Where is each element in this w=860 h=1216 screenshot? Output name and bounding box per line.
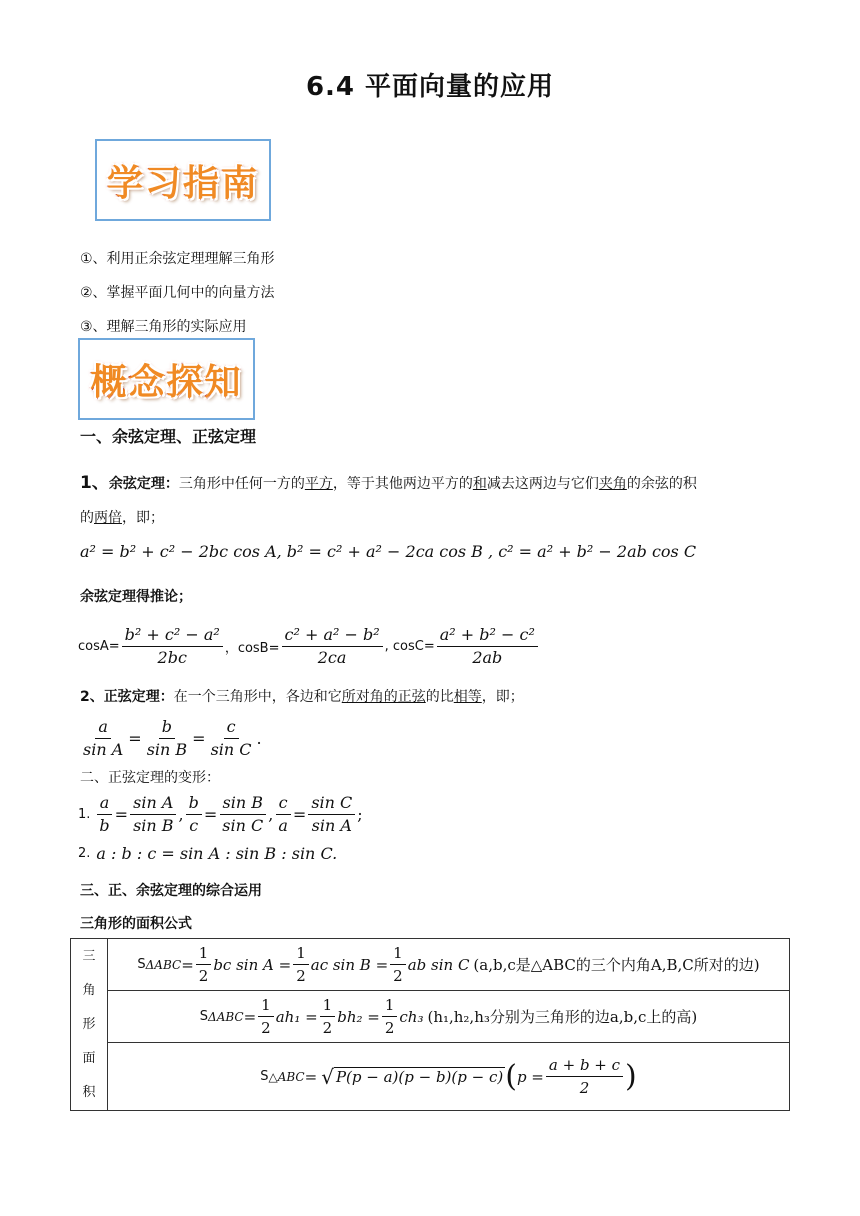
concept-banner-text: 概念探知	[90, 361, 243, 403]
cosine-text: 的	[80, 510, 94, 526]
cosine-label: 余弦定理：	[108, 476, 179, 492]
variant-fraction	[219, 793, 266, 836]
sine-denominator: sin A	[83, 739, 124, 759]
numerator: sin A	[130, 793, 176, 815]
right-paren: )	[625, 1058, 637, 1094]
denominator: a	[278, 815, 288, 835]
term: ch₃	[399, 1007, 424, 1026]
numerator: 1	[320, 995, 336, 1017]
sine-denominator: sin C	[210, 739, 252, 759]
cosine-number: 1、	[80, 473, 109, 493]
guide-banner-text: 学习指南	[106, 162, 259, 204]
goal-item-1: ①、利用正余弦定理理解三角形	[80, 251, 275, 267]
half-fraction	[390, 943, 406, 986]
cosC-numerator: a² + b² − c²	[437, 625, 538, 647]
numerator: sin C	[308, 793, 355, 815]
denominator: 2	[393, 967, 403, 985]
area-row-3	[108, 1043, 790, 1111]
numerator: 1	[382, 995, 398, 1017]
cosine-underline: 平方	[304, 476, 333, 492]
semi-perimeter-fraction	[546, 1055, 623, 1098]
cosine-text: 的余弦的积	[626, 476, 697, 492]
denominator: 2	[198, 967, 209, 985]
half-fraction	[196, 943, 212, 986]
cosine-text: 三角形中任何一方的	[178, 476, 305, 492]
numerator: c	[276, 793, 291, 815]
area-formula-table	[70, 938, 790, 1111]
section3-heading: 三、正、余弦定理的综合运用	[80, 883, 262, 899]
variant-fraction	[186, 793, 202, 836]
cosine-formula: a² = b² + c² − 2bc cos A, b² = c² + a² − 2ca cos B , c² = a² + b² − 2ab cos C	[80, 542, 697, 561]
half-fraction	[320, 995, 336, 1038]
cosB-numerator: c² + a² − b²	[282, 625, 383, 647]
p-label: p =	[516, 1067, 544, 1086]
numerator: b	[186, 793, 202, 815]
equals-sign: =	[128, 728, 142, 748]
side-char: 面	[82, 1050, 96, 1066]
cosine-underline: 和	[472, 476, 487, 492]
cosC-denominator: 2ab	[472, 647, 503, 667]
item-number: 2.	[78, 846, 91, 861]
period: .	[256, 728, 262, 748]
goal-item-2: ②、掌握平面几何中的向量方法	[80, 285, 275, 301]
equals-sign: =	[192, 728, 206, 748]
cosine-text: 减去这两边与它们	[486, 476, 599, 492]
area-symbol: S	[199, 1009, 209, 1024]
area-symbol: S	[260, 1069, 269, 1084]
denominator: 2	[261, 1019, 271, 1037]
denominator: 2	[384, 1019, 395, 1037]
half-fraction	[382, 995, 398, 1038]
term: ac sin B =	[310, 955, 389, 974]
cosA-fraction	[122, 625, 223, 668]
sine-underline: 所对角的正弦	[341, 689, 426, 705]
denominator: sin C	[222, 815, 264, 835]
sine-label: 正弦定理：	[103, 689, 174, 705]
comma: ,	[268, 804, 274, 824]
variant-fraction	[96, 793, 112, 836]
area-row-2	[108, 991, 790, 1043]
term: bh₂ =	[337, 1007, 380, 1026]
left-paren: (	[505, 1058, 517, 1094]
sine-number: 2、	[80, 689, 104, 705]
cosC-fraction	[437, 625, 538, 668]
area-note: (a,b,c是△ABC的三个内角A,B,C所对的边)	[473, 956, 760, 974]
cosA-label: cosA=	[78, 638, 120, 654]
cosine-text: ，即；	[122, 510, 164, 526]
sine-numerator: c	[224, 717, 239, 739]
guide-banner	[95, 139, 271, 221]
side-char: 积	[82, 1084, 96, 1100]
numerator: a + b + c	[546, 1055, 623, 1077]
equals-sign: =	[292, 804, 307, 824]
page-title: 6.4 平面向量的应用	[305, 72, 555, 102]
variant-fraction	[275, 793, 291, 836]
denominator: 2	[579, 1079, 590, 1097]
denominator: 2	[296, 967, 306, 985]
cosB-denominator: 2ca	[317, 647, 347, 667]
denominator: 2	[322, 1019, 333, 1037]
equals-sign: =	[203, 804, 218, 824]
cosA-numerator: b² + c² − a²	[122, 625, 223, 647]
goal-item-3: ③、理解三角形的实际应用	[80, 319, 247, 335]
corollary-label: 余弦定理得推论；	[80, 589, 192, 605]
sine-numerator: a	[95, 717, 111, 739]
numerator: 1	[390, 943, 406, 965]
concept-banner	[78, 338, 255, 420]
cosine-text: ，等于其他两边平方的	[332, 476, 473, 492]
term: bc sin A =	[213, 955, 292, 974]
denominator: b	[99, 815, 110, 835]
semicolon: ;	[357, 804, 363, 824]
sine-fraction-b	[144, 717, 190, 760]
denominator: sin B	[133, 815, 174, 835]
sine-formula	[78, 714, 262, 762]
half-fraction	[258, 995, 274, 1038]
cosB-fraction	[282, 625, 383, 668]
sine-variant-1	[78, 790, 363, 838]
cosB-label: ，cosB=	[224, 640, 280, 656]
item-number: 1.	[78, 806, 91, 822]
side-char: 三	[82, 948, 96, 964]
section2-heading: 二、正弦定理的变形：	[80, 770, 220, 786]
area-subscript: ΔABC	[208, 1009, 244, 1024]
sine-underline: 相等	[453, 689, 482, 705]
cosine-theorem-paragraph	[80, 466, 790, 535]
area-note: (h₁,h₂,h₃分别为三角形的边a,b,c上的高)	[427, 1008, 698, 1026]
numerator: a	[97, 793, 113, 815]
area-symbol: S	[137, 957, 146, 972]
sine-numerator: b	[159, 717, 175, 739]
area-formula-heading: 三角形的面积公式	[80, 916, 192, 932]
ratio-formula: a : b : c = sin A : sin B : sin C.	[96, 844, 338, 863]
area-row-1	[108, 939, 790, 991]
numerator: sin B	[220, 793, 266, 815]
sine-text: ，即；	[481, 689, 524, 705]
side-char: 形	[82, 1016, 96, 1032]
sine-denominator: sin B	[146, 739, 188, 759]
numerator: 1	[258, 995, 274, 1017]
table-side-label	[71, 939, 108, 1111]
equals-sign: =	[243, 1007, 257, 1026]
cosine-underline: 夹角	[598, 476, 627, 492]
half-fraction	[293, 943, 309, 986]
area-subscript: ΔABC	[145, 957, 182, 972]
variant-fraction	[308, 793, 355, 836]
sine-text: 的比	[425, 689, 454, 705]
denominator: sin A	[311, 815, 352, 835]
sine-fraction-a	[80, 717, 126, 760]
equals-sign: =	[181, 955, 194, 974]
sqrt-content: P(p − a)(p − b)(p − c)	[335, 1068, 504, 1086]
side-char: 角	[82, 982, 96, 998]
cosC-label: , cosC=	[384, 638, 435, 654]
comma: ,	[178, 804, 184, 824]
sine-theorem-paragraph	[80, 686, 790, 706]
area-subscript: △ABC	[268, 1069, 305, 1084]
numerator: 1	[196, 943, 212, 965]
sine-text: 在一个三角形中，各边和它	[173, 689, 342, 705]
section1-heading: 一、余弦定理、正弦定理	[80, 427, 257, 446]
equals-sign: =	[114, 804, 129, 824]
cosine-underline: 两倍	[94, 510, 122, 526]
corollary-formula	[78, 622, 540, 670]
cosA-denominator: 2bc	[157, 647, 187, 667]
sine-variant-2	[78, 844, 337, 863]
variant-fraction	[130, 793, 176, 836]
term: ah₁ =	[275, 1007, 318, 1026]
numerator: 1	[293, 943, 309, 965]
equals-sign: =	[304, 1067, 318, 1086]
denominator: c	[189, 815, 199, 835]
sqrt-icon: √	[321, 1064, 334, 1089]
term: ab sin C	[407, 955, 470, 974]
sine-fraction-c	[208, 717, 255, 760]
